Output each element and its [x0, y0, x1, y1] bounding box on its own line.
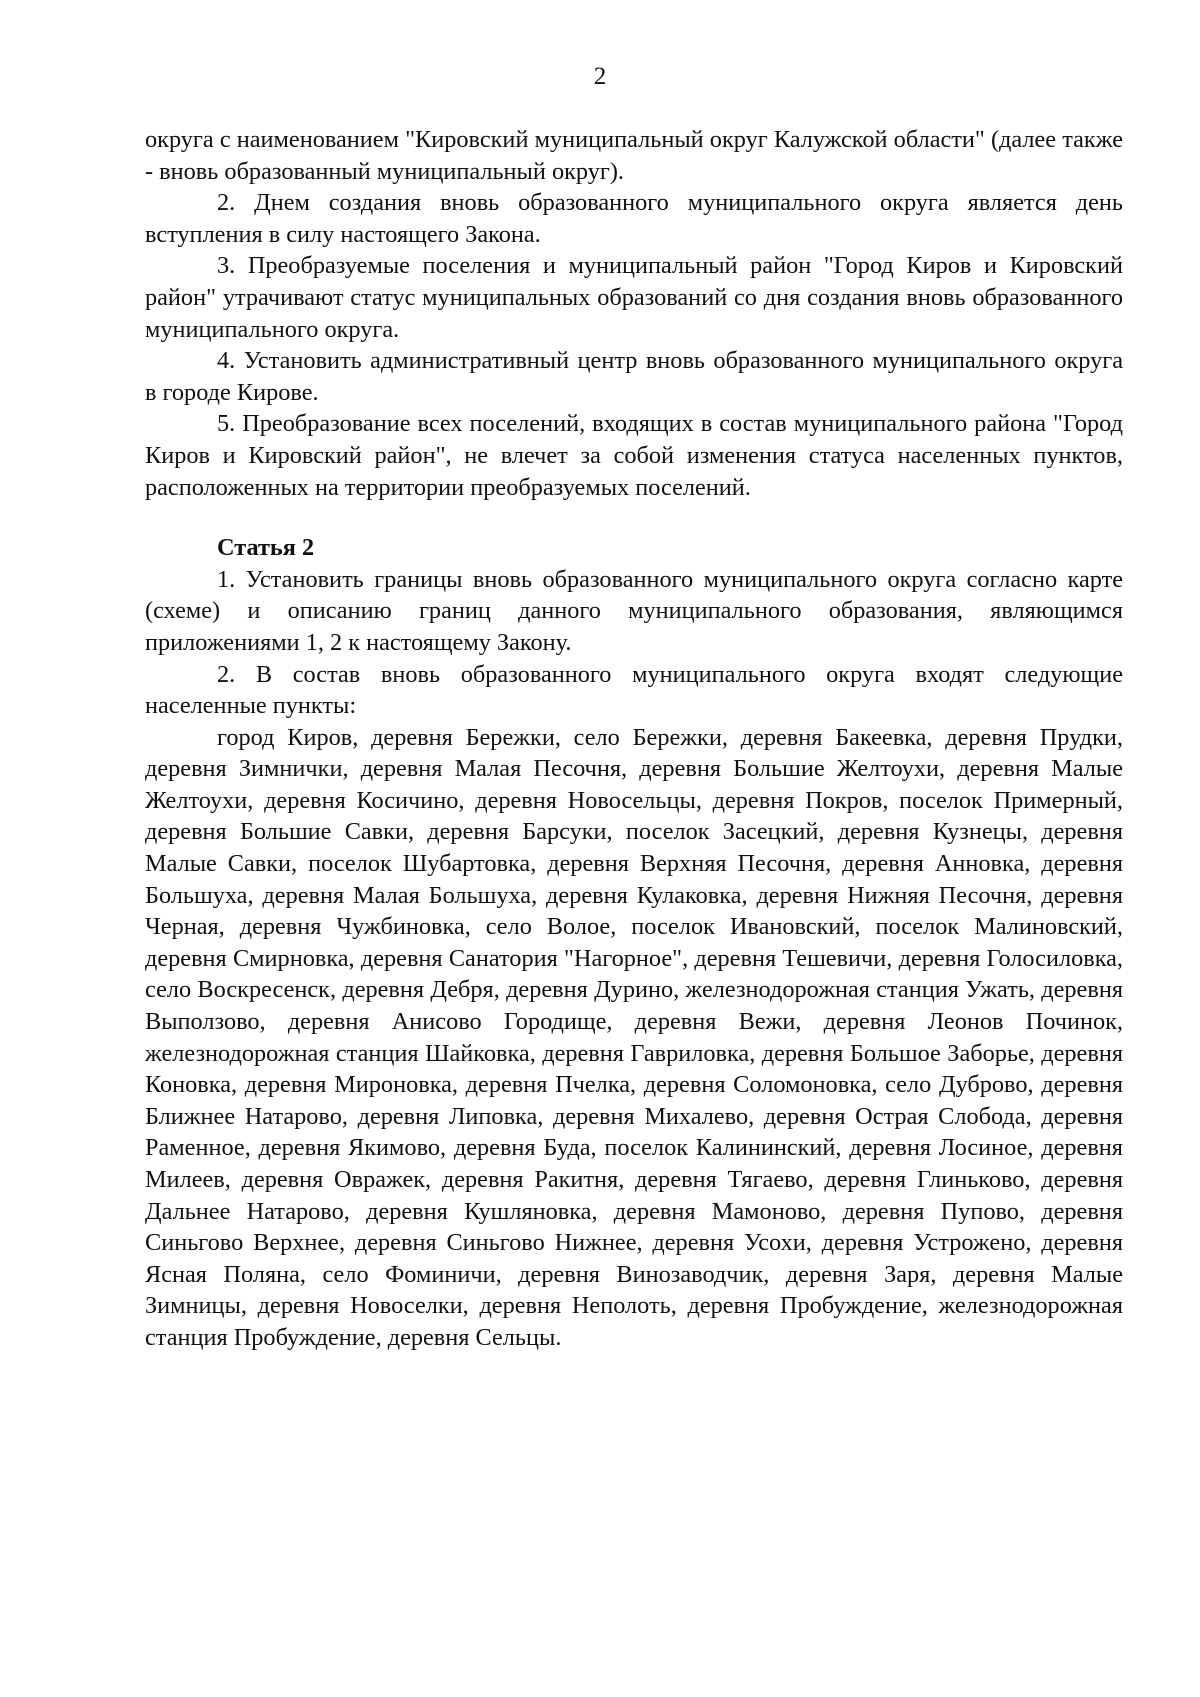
article-2-heading: Статья 2	[217, 534, 315, 562]
paragraph-3: 3. Преобразуемые поселения и муниципальный район "Город Киров и Кировский район" утрачивают статус муниципальных образований со дня создания вновь образованного муниципального округа.	[145, 252, 1123, 343]
paragraph-5: 5. Преобразование всех поселений, входящих в состав муниципального района "Город Киров и Кировский район", не влечет за собой изменения статуса населенных пунктов, расположенных на территории преобразуемых поселений.	[145, 410, 1123, 501]
paragraph-2: 2. Днем создания вновь образованного муниципального округа является день вступления в силу настоящего Закона.	[145, 189, 1123, 248]
page-number: 2	[593, 63, 607, 90]
paragraph-continuation: округа с наименованием "Кировский муниципальный округ Калужской области" (далее также - вновь образованный муниципальный округ).	[145, 126, 1123, 185]
paragraph-4: 4. Установить административный центр вновь образованного муниципального округа в городе Кирове.	[145, 347, 1123, 406]
article-2-paragraph-1: 1. Установить границы вновь образованного муниципального округа согласно карте (схеме) и описанию границ данного муниципального образования, являющимся приложениями 1, 2 к настоящему Закону.	[145, 565, 1123, 656]
document-body	[145, 124, 1123, 1354]
settlements-list: город Киров, деревня Бережки, село Бережки, деревня Бакеевка, деревня Прудки, деревня Зимнички, деревня Малая Песочня, деревня Большие Желтоухи, деревня Малые Желтоухи, деревня Косичино, деревня Новосельцы, деревня Покров, поселок Примерный, деревня Большие Савки, деревня Барсуки, поселок Засецкий, деревня Кузнецы, деревня Малые Савки, поселок Шубартовка, деревня Верхняя Песочня, деревня Анновка, деревня Большуха, деревня Малая Большуха, деревня Кулаковка, деревня Нижняя Песочня, деревня Черная, деревня Чужбиновка, село Волое, поселок Ивановский, поселок Малиновский, деревня Смирновка, деревня Санатория "Нагорное", деревня Тешевичи, деревня Голосиловка, село Воскресенск, деревня Дебря, деревня Дурино, железнодорожная станция Ужать, деревня Выползово, деревня Анисово Городище, деревня Вежи, деревня Леонов Починок, железнодорожная станция Шайковка, деревня Гавриловка, деревня Большое Заборье, деревня Коновка, деревня Мироновка, деревня Пчелка, деревня Соломоновка, село Дуброво, деревня Ближнее Натарово, деревня Липовка, деревня Михалево, деревня Острая Слобода, деревня Раменное, деревня Якимово, деревня Буда, поселок Калининский, деревня Лосиное, деревня Милеев, деревня Овражек, деревня Ракитня, деревня Тягаево, деревня Глиньково, деревня Дальнее Натарово, деревня Кушляновка, деревня Мамоново, деревня Пупово, деревня Синьгово Верхнее, деревня Синьгово Нижнее, деревня Усохи, деревня Устрожено, деревня Ясная Поляна, село Фоминичи, деревня Винозаводчик, деревня Заря, деревня Малые Зимницы, деревня Новоселки, деревня Неполоть, деревня Пробуждение, железнодорожная станция Пробуждение, деревня Сельцы.	[145, 723, 1123, 1351]
article-2-paragraph-2: 2. В состав вновь образованного муниципального округа входят следующие населенные пункты:	[145, 660, 1123, 720]
